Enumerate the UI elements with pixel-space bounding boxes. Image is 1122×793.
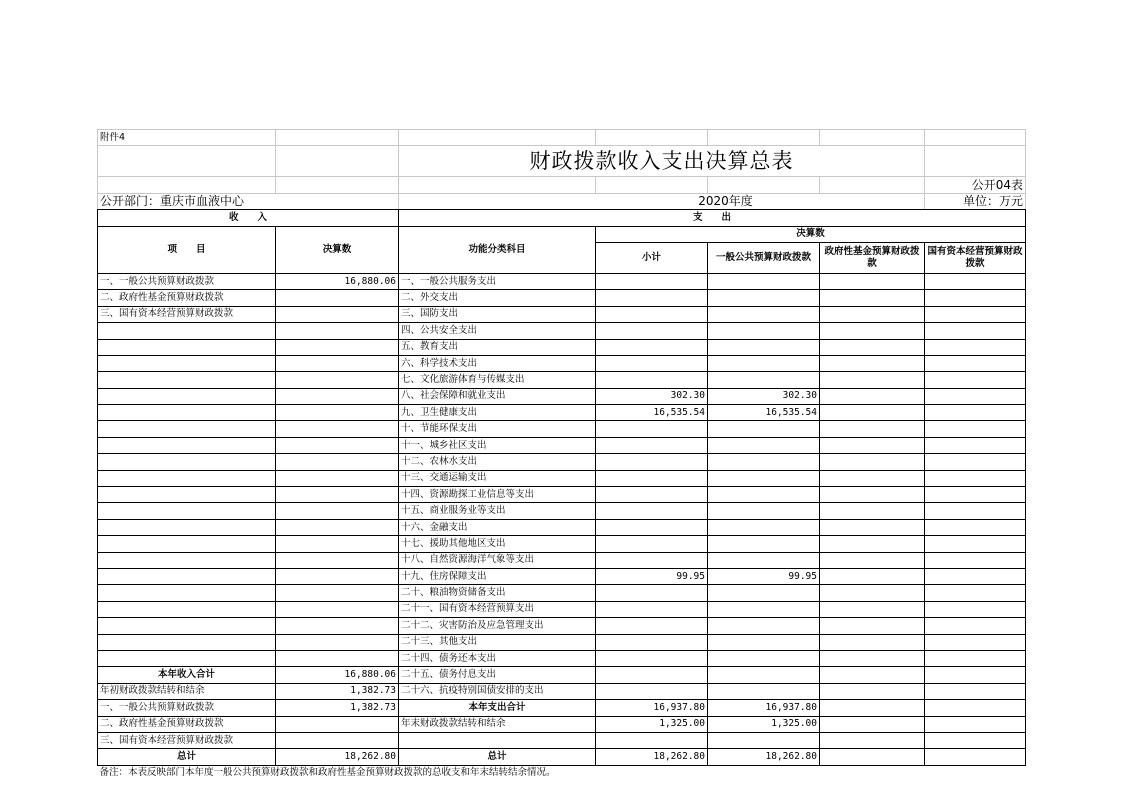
income-item-cell (98, 437, 276, 453)
income-amount-cell (276, 405, 399, 421)
gov-fund-cell (820, 700, 925, 716)
state-capital-cell (925, 503, 1026, 519)
subtotal-header: 小计 (596, 242, 708, 273)
income-item-cell (98, 388, 276, 404)
income-item-cell: 年初财政拨款结转和结余 (98, 683, 276, 699)
income-amount-cell (276, 568, 399, 584)
final-amount-header: 决算数 (276, 226, 399, 273)
income-amount-cell (276, 487, 399, 503)
table-row (98, 732, 1026, 748)
table-code: 公开04表 (925, 177, 1026, 193)
state-capital-cell (925, 667, 1026, 683)
income-item-cell (98, 421, 276, 437)
expense-item-cell: 十八、自然资源海洋气象等支出 (399, 552, 596, 568)
gov-fund-cell (820, 388, 925, 404)
general-budget-cell (708, 487, 820, 503)
gov-fund-cell (820, 306, 925, 322)
year-label: 2020年度 (399, 193, 925, 209)
general-budget-cell (708, 437, 820, 453)
state-capital-cell (925, 618, 1026, 634)
gov-fund-cell (820, 716, 925, 732)
subtotal-cell (596, 339, 708, 355)
income-amount-cell (276, 552, 399, 568)
general-budget-cell (708, 519, 820, 535)
income-item-cell: 二、政府性基金预算财政拨款 (98, 290, 276, 306)
income-amount-cell: 1,382.73 (276, 683, 399, 699)
state-capital-cell (925, 601, 1026, 617)
income-amount-cell (276, 306, 399, 322)
income-amount-cell: 18,262.80 (276, 749, 399, 765)
state-capital-cell (925, 437, 1026, 453)
table-row (98, 290, 1026, 306)
income-header: 收 入 (98, 210, 399, 226)
subtotal-cell (596, 601, 708, 617)
income-amount-cell: 16,880.06 (276, 273, 399, 289)
expense-item-cell: 二十六、抗疫特别国债安排的支出 (399, 683, 596, 699)
table-row (98, 667, 1026, 683)
state-capital-cell (925, 634, 1026, 650)
subtotal-cell (596, 585, 708, 601)
table-row (98, 323, 1026, 339)
state-capital-cell (925, 585, 1026, 601)
general-budget-cell: 16,535.54 (708, 405, 820, 421)
subtotal-cell (596, 487, 708, 503)
general-budget-cell: 99.95 (708, 568, 820, 584)
expense-item-cell: 九、卫生健康支出 (399, 405, 596, 421)
income-item-cell: 一、一般公共预算财政拨款 (98, 700, 276, 716)
gov-fund-cell (820, 519, 925, 535)
expense-item-cell: 六、科学技术支出 (399, 355, 596, 371)
income-amount-cell (276, 323, 399, 339)
income-item-cell (98, 405, 276, 421)
state-capital-header: 国有资本经营预算财政拨款 (925, 242, 1026, 273)
subtotal-cell (596, 454, 708, 470)
income-amount-cell (276, 618, 399, 634)
expense-item-cell: 二十四、债务还本支出 (399, 650, 596, 666)
expense-item-cell: 十九、住房保障支出 (399, 568, 596, 584)
income-item-cell (98, 536, 276, 552)
gov-fund-cell (820, 601, 925, 617)
general-budget-cell (708, 421, 820, 437)
expense-item-cell: 十三、交通运输支出 (399, 470, 596, 486)
table-row (98, 536, 1026, 552)
expense-item-cell: 十六、金融支出 (399, 519, 596, 535)
general-budget-cell (708, 503, 820, 519)
general-budget-cell: 1,325.00 (708, 716, 820, 732)
page-title: 财政拨款收入支出决算总表 (399, 146, 925, 177)
gov-fund-cell (820, 470, 925, 486)
income-item-cell: 总计 (98, 749, 276, 765)
gov-fund-cell (820, 503, 925, 519)
state-capital-cell (925, 273, 1026, 289)
table-row (98, 683, 1026, 699)
general-budget-cell (708, 536, 820, 552)
budget-sheet (97, 129, 1025, 781)
state-capital-cell (925, 749, 1026, 765)
expense-item-cell: 二十五、债务付息支出 (399, 667, 596, 683)
expense-item-cell (399, 732, 596, 748)
department-label: 公开部门：重庆市血液中心 (98, 193, 399, 209)
gov-fund-cell (820, 634, 925, 650)
income-item-cell (98, 355, 276, 371)
table-row (98, 405, 1026, 421)
subtotal-cell (596, 634, 708, 650)
income-item-cell (98, 585, 276, 601)
general-budget-cell (708, 683, 820, 699)
general-budget-cell: 16,937.80 (708, 700, 820, 716)
state-capital-cell (925, 470, 1026, 486)
state-capital-cell (925, 323, 1026, 339)
expense-item-cell: 十四、资源勘探工业信息等支出 (399, 487, 596, 503)
subtotal-cell (596, 372, 708, 388)
income-item-cell (98, 454, 276, 470)
gov-fund-cell (820, 568, 925, 584)
income-amount-cell: 1,382.73 (276, 700, 399, 716)
general-budget-cell (708, 306, 820, 322)
table-row (98, 273, 1026, 289)
expense-item-cell: 本年支出合计 (399, 700, 596, 716)
income-amount-cell (276, 650, 399, 666)
subtotal-cell: 1,325.00 (596, 716, 708, 732)
income-amount-cell (276, 503, 399, 519)
gov-fund-cell (820, 339, 925, 355)
income-item-cell (98, 568, 276, 584)
table-row (98, 503, 1026, 519)
general-budget-cell (708, 372, 820, 388)
subtotal-cell: 16,535.54 (596, 405, 708, 421)
state-capital-cell (925, 290, 1026, 306)
table-row (98, 552, 1026, 568)
gov-fund-cell (820, 421, 925, 437)
income-amount-cell (276, 454, 399, 470)
state-capital-cell (925, 683, 1026, 699)
table-row (98, 585, 1026, 601)
item-header: 项 目 (98, 226, 276, 273)
income-amount-cell (276, 355, 399, 371)
state-capital-cell (925, 552, 1026, 568)
general-budget-cell: 18,262.80 (708, 749, 820, 765)
table-row (98, 650, 1026, 666)
expense-item-cell: 二十一、国有资本经营预算支出 (399, 601, 596, 617)
income-item-cell: 三、国有资本经营预算财政拨款 (98, 732, 276, 748)
state-capital-cell (925, 716, 1026, 732)
subtotal-cell (596, 323, 708, 339)
subtotal-cell: 16,937.80 (596, 700, 708, 716)
general-budget-cell (708, 273, 820, 289)
income-amount-cell (276, 601, 399, 617)
subtotal-cell (596, 536, 708, 552)
expense-header: 支 出 (399, 210, 1026, 226)
income-item-cell (98, 618, 276, 634)
subtotal-cell: 99.95 (596, 568, 708, 584)
expense-item-cell: 十七、援助其他地区支出 (399, 536, 596, 552)
subtotal-cell (596, 732, 708, 748)
expense-item-cell: 四、公共安全支出 (399, 323, 596, 339)
expense-item-cell: 十一、城乡社区支出 (399, 437, 596, 453)
table-row (98, 306, 1026, 322)
income-amount-cell (276, 372, 399, 388)
income-item-cell (98, 634, 276, 650)
table-row (98, 454, 1026, 470)
general-budget-cell (708, 585, 820, 601)
general-budget-header: 一般公共预算财政拨款 (708, 242, 820, 273)
income-item-cell (98, 339, 276, 355)
table-row (98, 700, 1026, 716)
income-item-cell: 二、政府性基金预算财政拨款 (98, 716, 276, 732)
gov-fund-cell (820, 273, 925, 289)
unit-label: 单位：万元 (925, 193, 1026, 209)
state-capital-cell (925, 732, 1026, 748)
state-capital-cell (925, 454, 1026, 470)
state-capital-cell (925, 519, 1026, 535)
general-budget-cell (708, 454, 820, 470)
income-amount-cell (276, 634, 399, 650)
subtotal-cell (596, 683, 708, 699)
final-amount-group-header: 决算数 (596, 226, 1026, 242)
general-budget-cell (708, 339, 820, 355)
func-category-header: 功能分类科目 (399, 226, 596, 273)
subtotal-cell (596, 273, 708, 289)
subtotal-cell (596, 306, 708, 322)
subtotal-cell (596, 519, 708, 535)
subtotal-cell: 18,262.80 (596, 749, 708, 765)
state-capital-cell (925, 339, 1026, 355)
expense-item-cell: 十二、农林水支出 (399, 454, 596, 470)
table-row (98, 568, 1026, 584)
general-budget-cell (708, 323, 820, 339)
general-budget-cell (708, 601, 820, 617)
table-row (98, 601, 1026, 617)
attachment-label: 附件4 (98, 130, 276, 146)
income-amount-cell (276, 470, 399, 486)
table-row (98, 339, 1026, 355)
general-budget-cell: 302.30 (708, 388, 820, 404)
gov-fund-cell (820, 749, 925, 765)
expense-item-cell: 二十、粮油物资储备支出 (399, 585, 596, 601)
gov-fund-cell (820, 487, 925, 503)
subtotal-cell (596, 650, 708, 666)
income-amount-cell (276, 536, 399, 552)
income-amount-cell (276, 421, 399, 437)
table-row (98, 618, 1026, 634)
state-capital-cell (925, 568, 1026, 584)
table-row (98, 355, 1026, 371)
table-row (98, 487, 1026, 503)
income-item-cell: 本年收入合计 (98, 667, 276, 683)
table-row (98, 749, 1026, 765)
table-row (98, 372, 1026, 388)
income-amount-cell (276, 585, 399, 601)
gov-fund-cell (820, 650, 925, 666)
general-budget-cell (708, 355, 820, 371)
expense-item-cell: 十五、商业服务业等支出 (399, 503, 596, 519)
gov-fund-cell (820, 732, 925, 748)
state-capital-cell (925, 650, 1026, 666)
state-capital-cell (925, 355, 1026, 371)
gov-fund-cell (820, 405, 925, 421)
subtotal-cell (596, 470, 708, 486)
income-amount-cell (276, 339, 399, 355)
gov-fund-cell (820, 437, 925, 453)
state-capital-cell (925, 405, 1026, 421)
income-item-cell (98, 372, 276, 388)
subtotal-cell (596, 618, 708, 634)
expense-item-cell: 三、国防支出 (399, 306, 596, 322)
gov-fund-cell (820, 536, 925, 552)
subtotal-cell (596, 667, 708, 683)
expense-item-cell: 年末财政拨款结转和结余 (399, 716, 596, 732)
subtotal-cell (596, 355, 708, 371)
table-row (98, 634, 1026, 650)
general-budget-cell (708, 650, 820, 666)
table-row (98, 470, 1026, 486)
table-row (98, 421, 1026, 437)
income-amount-cell (276, 290, 399, 306)
gov-fund-cell (820, 667, 925, 683)
gov-fund-cell (820, 454, 925, 470)
expense-item-cell: 一、一般公共服务支出 (399, 273, 596, 289)
gov-fund-cell (820, 323, 925, 339)
expense-item-cell: 总计 (399, 749, 596, 765)
state-capital-cell (925, 536, 1026, 552)
table-row (98, 519, 1026, 535)
gov-fund-cell (820, 618, 925, 634)
income-item-cell (98, 601, 276, 617)
gov-fund-header: 政府性基金预算财政拨款 (820, 242, 925, 273)
gov-fund-cell (820, 372, 925, 388)
state-capital-cell (925, 700, 1026, 716)
income-item-cell (98, 470, 276, 486)
general-budget-cell (708, 618, 820, 634)
income-item-cell (98, 323, 276, 339)
expense-item-cell: 五、教育支出 (399, 339, 596, 355)
expense-item-cell: 二十二、灾害防治及应急管理支出 (399, 618, 596, 634)
income-item-cell (98, 487, 276, 503)
expense-item-cell: 七、文化旅游体育与传媒支出 (399, 372, 596, 388)
expense-item-cell: 二十三、其他支出 (399, 634, 596, 650)
state-capital-cell (925, 388, 1026, 404)
income-item-cell (98, 552, 276, 568)
income-amount-cell: 16,880.06 (276, 667, 399, 683)
income-amount-cell (276, 732, 399, 748)
subtotal-cell (596, 290, 708, 306)
state-capital-cell (925, 421, 1026, 437)
subtotal-cell (596, 503, 708, 519)
state-capital-cell (925, 372, 1026, 388)
general-budget-cell (708, 290, 820, 306)
subtotal-cell (596, 421, 708, 437)
state-capital-cell (925, 487, 1026, 503)
income-item-cell: 一、一般公共预算财政拨款 (98, 273, 276, 289)
subtotal-cell (596, 552, 708, 568)
income-amount-cell (276, 716, 399, 732)
subtotal-cell: 302.30 (596, 388, 708, 404)
gov-fund-cell (820, 552, 925, 568)
state-capital-cell (925, 306, 1026, 322)
table-row (98, 388, 1026, 404)
general-budget-cell (708, 634, 820, 650)
data-rows (98, 273, 1026, 765)
gov-fund-cell (820, 683, 925, 699)
table-row (98, 716, 1026, 732)
expense-item-cell: 二、外交支出 (399, 290, 596, 306)
expense-item-cell: 十、节能环保支出 (399, 421, 596, 437)
income-item-cell (98, 503, 276, 519)
table-row (98, 437, 1026, 453)
gov-fund-cell (820, 355, 925, 371)
gov-fund-cell (820, 290, 925, 306)
general-budget-cell (708, 667, 820, 683)
footnote: 备注：本表反映部门本年度一般公共预算财政拨款和政府性基金预算财政拨款的总收支和年末结转结余情况。 (98, 765, 1026, 781)
subtotal-cell (596, 437, 708, 453)
gov-fund-cell (820, 585, 925, 601)
expense-item-cell: 八、社会保障和就业支出 (399, 388, 596, 404)
income-amount-cell (276, 388, 399, 404)
income-item-cell (98, 650, 276, 666)
income-item-cell: 三、国有资本经营预算财政拨款 (98, 306, 276, 322)
budget-table (97, 129, 1026, 781)
income-amount-cell (276, 437, 399, 453)
general-budget-cell (708, 470, 820, 486)
income-item-cell (98, 519, 276, 535)
income-amount-cell (276, 519, 399, 535)
general-budget-cell (708, 552, 820, 568)
general-budget-cell (708, 732, 820, 748)
